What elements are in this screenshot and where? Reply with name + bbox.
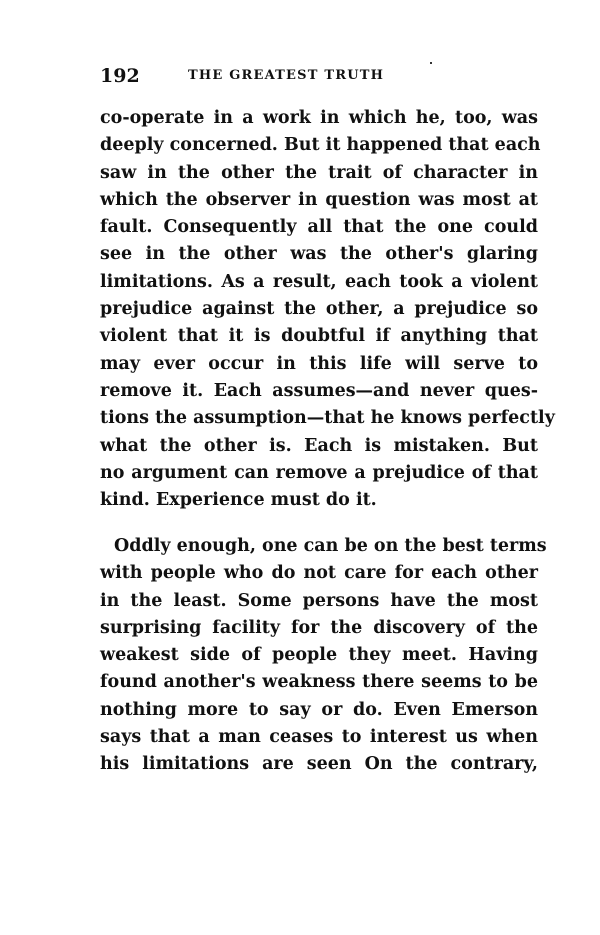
text-line: found another's weakness there seems to be [100, 672, 538, 693]
text-line: prejudice against the other, a prejudice so [100, 299, 538, 320]
text-line: deeply concerned. But it happened that each [100, 135, 541, 156]
text-line: what the other is. Each is mistaken. But [100, 435, 538, 456]
text-line: co-operate in a work in which he, too, was [100, 108, 538, 128]
page-body [100, 105, 555, 779]
text-line: fault. Consequently all that the one could [100, 217, 538, 238]
text-line: remove it. Each assumes—and never ques- [100, 380, 538, 401]
text-line: with people who do not care for each other [100, 563, 538, 584]
text-line: no argument can remove a prejudice of that [100, 462, 538, 483]
scan-speck [430, 62, 432, 64]
text-line: says that a man ceases to interest us when [100, 727, 538, 748]
text-line: tions the assumption—that he knows perfectly [100, 408, 555, 429]
text-line: violent that it is doubtful if anything that [100, 326, 538, 347]
text-line: saw in the other the trait of character in [100, 162, 538, 183]
text-line: kind. Experience must do it. [100, 490, 377, 511]
text-line: nothing more to say or do. Even Emerson [100, 699, 538, 720]
text-line: surprising facility for the discovery of the [100, 617, 538, 638]
running-header [100, 65, 538, 89]
running-title: THE GREATEST TRUTH [188, 68, 385, 83]
text-line: see in the other was the other's glaring [100, 244, 538, 265]
text-line: his limitations are seen On the contrary, [100, 754, 538, 775]
text-line: which the observer in question was most at [100, 189, 538, 210]
text-line: Oddly enough, one can be on the best terms [114, 535, 547, 556]
paragraph-1 [100, 105, 555, 514]
page-number: 192 [100, 65, 140, 87]
text-line: weakest side of people they meet. Having [100, 645, 538, 666]
text-line: limitations. As a result, each took a violent [100, 271, 538, 292]
text-line: in the least. Some persons have the most [100, 590, 538, 611]
paragraph-2 [100, 533, 547, 779]
text-line: may ever occur in this life will serve to [100, 353, 538, 374]
